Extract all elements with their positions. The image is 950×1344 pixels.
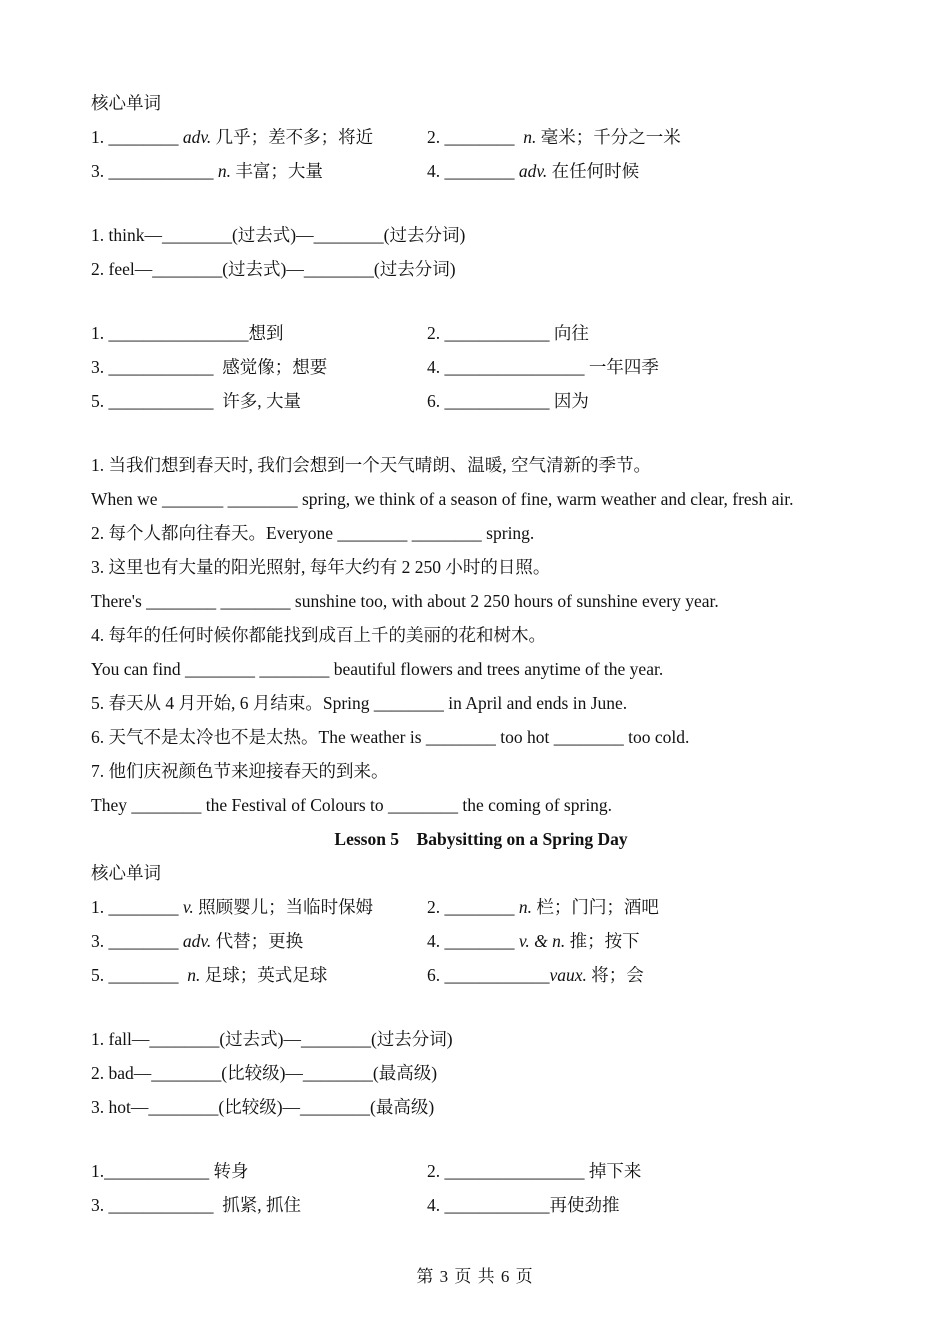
word-form-item: 3. hot—________(比较级)—________(最高级) — [91, 1097, 435, 1117]
phrase-item: 2. ________________ 掉下来 — [427, 1161, 642, 1181]
vocab-item: 6. ____________vaux. 将；会 — [427, 965, 644, 985]
phrase-item: 3. ____________ 感觉像；想要 — [91, 357, 328, 377]
sentence-line: 2. 每个人都向往春天。Everyone ________ ________ spring. — [91, 523, 535, 543]
sentence-line: 4. 每年的任何时候你都能找到成百上千的美丽的花和树木。 — [91, 625, 546, 645]
word-form-item: 1. think—________(过去式)—________(过去分词) — [91, 225, 466, 245]
vocab-row — [91, 154, 871, 188]
section-heading: 核心单词 — [91, 863, 161, 883]
word-form-item: 1. fall—________(过去式)—________(过去分词) — [91, 1029, 453, 1049]
vocab-item: 4. ________ adv. 在任何时候 — [427, 161, 640, 181]
sentence-line: 6. 天气不是太冷也不是太热。The weather is ________ too hot ________ too cold. — [91, 727, 690, 747]
sentence-line: 3. 这里也有大量的阳光照射, 每年大约有 2 250 小时的日照。 — [91, 557, 551, 577]
vocab-item: 3. ____________ n. 丰富；大量 — [91, 161, 323, 181]
vocab-item: 1. ________ adv. 几乎；差不多；将近 — [91, 127, 374, 147]
phrase-item: 1.____________ 转身 — [91, 1161, 249, 1181]
worksheet-page — [91, 86, 871, 1222]
vocab-item: 1. ________ v. 照顾婴儿；当临时保姆 — [91, 897, 374, 917]
phrase-item: 2. ____________ 向往 — [427, 323, 589, 343]
section-heading: 核心单词 — [91, 93, 161, 113]
word-form-item: 2. bad—________(比较级)—________(最高级) — [91, 1063, 438, 1083]
sentence-line: They ________ the Festival of Colours to ________ the coming of spring. — [91, 795, 613, 815]
vocab-row — [91, 958, 871, 992]
phrase-row — [91, 1154, 871, 1188]
sentence-line: 1. 当我们想到春天时, 我们会想到一个天气晴朗、温暖, 空气清新的季节。 — [91, 455, 651, 475]
sentence-line: There's ________ ________ sunshine too, with about 2 250 hours of sunshine every year. — [91, 591, 719, 611]
vocab-row — [91, 924, 871, 958]
vocab-item: 4. ________ v. & n. 推；按下 — [427, 931, 640, 951]
word-form-item: 2. feel—________(过去式)—________(过去分词) — [91, 259, 456, 279]
sentence-line: 7. 他们庆祝颜色节来迎接春天的到来。 — [91, 761, 389, 781]
phrase-row — [91, 316, 871, 350]
phrase-row — [91, 1188, 871, 1222]
vocab-item: 2. ________ n. 栏；门闩；酒吧 — [427, 897, 659, 917]
lesson-title: Lesson 5 Babysitting on a Spring Day — [334, 829, 628, 849]
sentence-line: You can find ________ ________ beautiful flowers and trees anytime of the year. — [91, 659, 664, 679]
phrase-item: 1. ________________想到 — [91, 323, 284, 343]
sentence-line: When we _______ ________ spring, we think of a season of fine, warm weather and clear, fresh air. — [91, 489, 794, 509]
vocab-item: 5. ________ n. 足球；英式足球 — [91, 965, 328, 985]
page-footer: 第 3 页 共 6 页 — [416, 1267, 534, 1286]
vocab-item: 2. ________ n. 毫米；千分之一米 — [427, 127, 681, 147]
phrase-item: 4. ________________ 一年四季 — [427, 357, 659, 377]
vocab-item: 3. ________ adv. 代替；更换 — [91, 931, 304, 951]
phrase-row — [91, 384, 871, 418]
phrase-row — [91, 350, 871, 384]
phrase-item: 6. ____________ 因为 — [427, 391, 589, 411]
vocab-row — [91, 120, 871, 154]
vocab-row — [91, 890, 871, 924]
phrase-item: 4. ____________再使劲推 — [427, 1195, 620, 1215]
phrase-item: 3. ____________ 抓紧, 抓住 — [91, 1195, 301, 1215]
sentence-line: 5. 春天从 4 月开始, 6 月结束。Spring ________ in April and ends in June. — [91, 693, 628, 713]
phrase-item: 5. ____________ 许多, 大量 — [91, 391, 301, 411]
